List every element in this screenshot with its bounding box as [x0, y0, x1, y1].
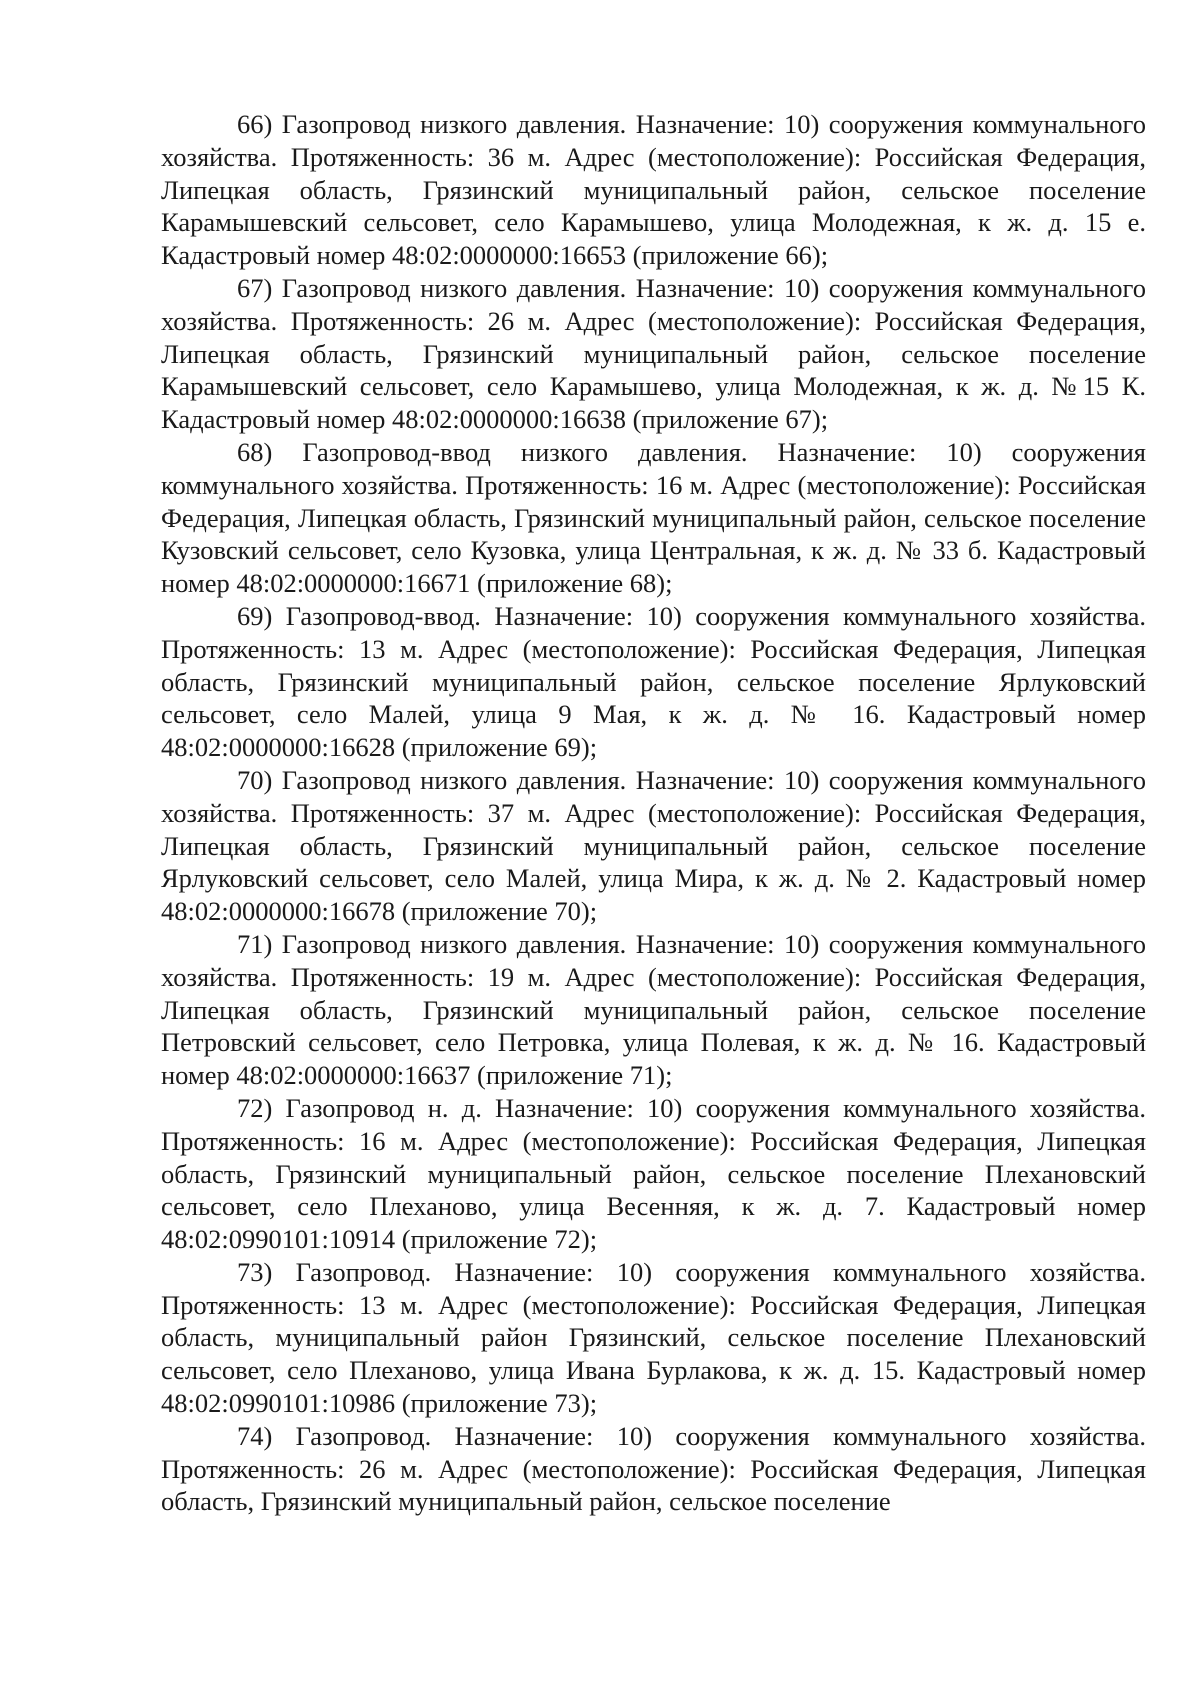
paragraph-item-66: 66) Газопровод низкого давления. Назначение: 10) сооружения коммунального хозяйства. Протяженность: 36 м. Адрес (местоположение): Российская Федерация, Липецкая область, Грязинский муниципальный район, сельское поселение Карамышевский сельсовет, село Карамышево, улица Молодежная, к ж. д. 15 е. Кадастровый номер 48:02:0000000:16653 (приложение 66);: [161, 109, 1146, 271]
paragraph-item-73: 73) Газопровод. Назначение: 10) сооружения коммунального хозяйства. Протяженность: 13 м. Адрес (местоположение): Российская Федерация, Липецкая область, муниципальный район Грязинский, сельское поселение Плехановский сельсовет, село Плеханово, улица Ивана Бурлакова, к ж. д. 15. Кадастровый номер 48:02:0990101:10986 (приложение 73);: [161, 1256, 1146, 1419]
paragraph-item-74: 74) Газопровод. Назначение: 10) сооружения коммунального хозяйства. Протяженность: 26 м. Адрес (местоположение): Российская Федерация, Липецкая область, Грязинский муниципальный район, сельское поселение: [161, 1420, 1146, 1517]
paragraph-item-70: 70) Газопровод низкого давления. Назначение: 10) сооружения коммунального хозяйства. Протяженность: 37 м. Адрес (местоположение): Российская Федерация, Липецкая область, Грязинский муниципальный район, сельское поселение Ярлуковский сельсовет, село Малей, улица Мира, к ж. д. № 2. Кадастровый номер 48:02:0000000:16678 (приложение 70);: [161, 764, 1146, 927]
paragraph-item-71: 71) Газопровод низкого давления. Назначение: 10) сооружения коммунального хозяйства. Протяженность: 19 м. Адрес (местоположение): Российская Федерация, Липецкая область, Грязинский муниципальный район, сельское поселение Петровский сельсовет, село Петровка, улица Полевая, к ж. д. № 16. Кадастровый номер 48:02:0000000:16637 (приложение 71);: [161, 928, 1146, 1091]
paragraph-item-69: 69) Газопровод-ввод. Назначение: 10) сооружения коммунального хозяйства. Протяженность: 13 м. Адрес (местоположение): Российская Федерация, Липецкая область, Грязинский муниципальный район, сельское поселение Ярлуковский сельсовет, село Малей, улица 9 Мая, к ж. д. № 16. Кадастровый номер 48:02:0000000:16628 (приложение 69);: [161, 600, 1146, 763]
paragraph-item-67: 67) Газопровод низкого давления. Назначение: 10) сооружения коммунального хозяйства. Протяженность: 26 м. Адрес (местоположение): Российская Федерация, Липецкая область, Грязинский муниципальный район, сельское поселение Карамышевский сельсовет, село Карамышево, улица Молодежная, к ж. д. №15 К. Кадастровый номер 48:02:0000000:16638 (приложение 67);: [161, 272, 1146, 435]
paragraph-item-72: 72) Газопровод н. д. Назначение: 10) сооружения коммунального хозяйства. Протяженность: 16 м. Адрес (местоположение): Российская Федерация, Липецкая область, Грязинский муниципальный район, сельское поселение Плехановский сельсовет, село Плеханово, улица Весенняя, к ж. д. 7. Кадастровый номер 48:02:0990101:10914 (приложение 72);: [161, 1092, 1146, 1255]
paragraph-item-68: 68) Газопровод-ввод низкого давления. Назначение: 10) сооружения коммунального хозяйства. Протяженность: 16 м. Адрес (местоположение): Российская Федерация, Липецкая область, Грязинский муниципальный район, сельское поселение Кузовский сельсовет, село Кузовка, улица Центральная, к ж. д. № 33 б. Кадастровый номер 48:02:0000000:16671 (приложение 68);: [161, 436, 1146, 599]
document-body: [161, 108, 1146, 1518]
